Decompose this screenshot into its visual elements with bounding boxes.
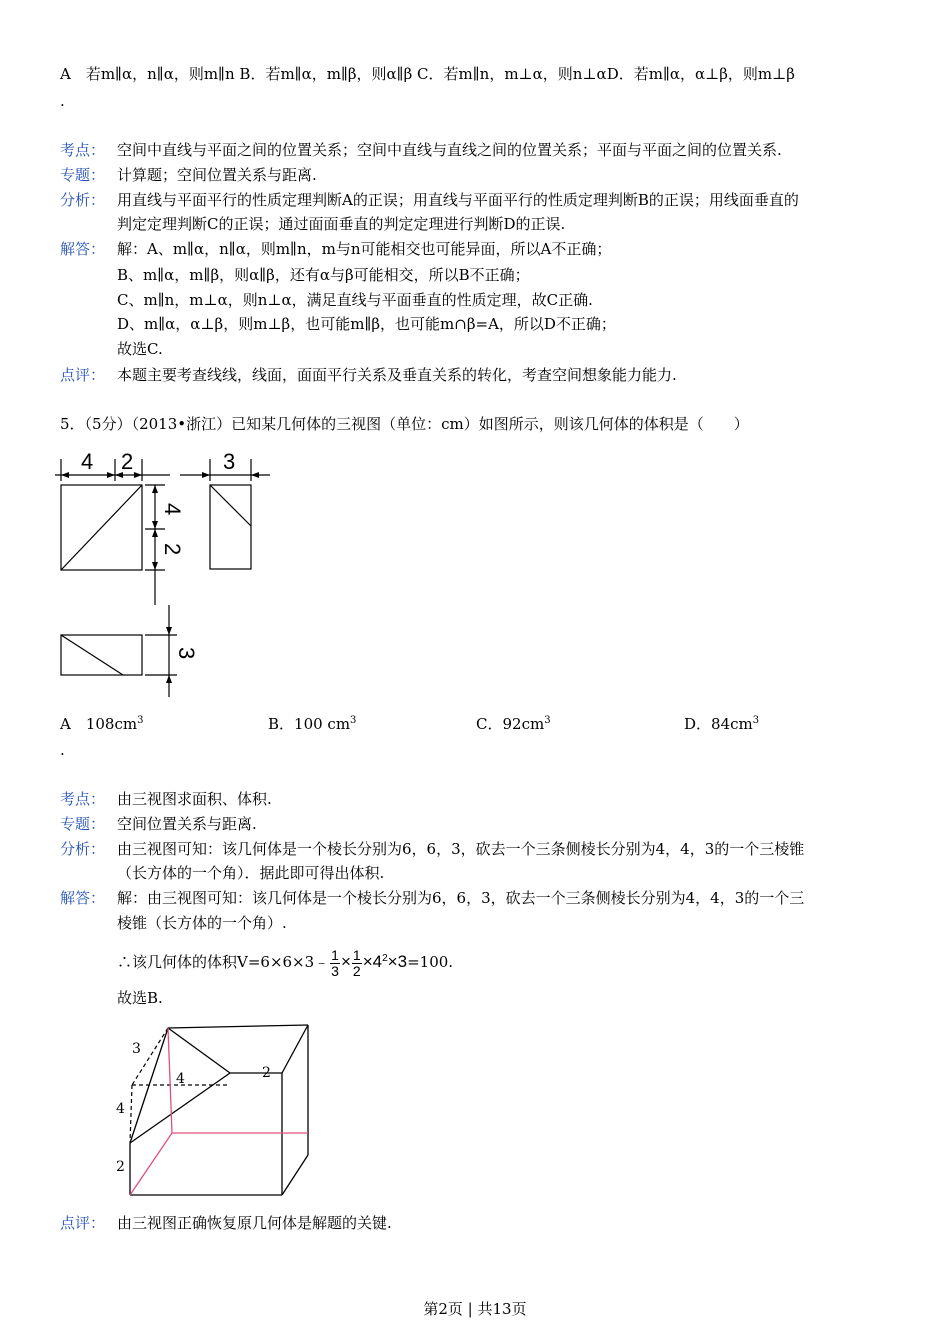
top-view-rect <box>61 635 142 675</box>
dim-label: 2 <box>121 449 134 474</box>
q5-option-d: D．$84cm^3$ <box>684 715 760 733</box>
q5-formula: ∴该几何体的体积V=6×6×3﹣ $\frac{1}{3}$ × $\frac{1}{2}$ $\times 4^2\times 3=100$. <box>117 946 454 979</box>
fraction-one-half: $\frac{1}{2}$ <box>352 946 361 979</box>
q5-kaodian-label: 考点： <box>60 790 106 808</box>
page-footer: 第2页 | 共13页 <box>423 1300 527 1318</box>
dim-label: 3 <box>174 647 199 660</box>
three-view-figure <box>55 445 280 705</box>
q4-zhuanti-label: 专题： <box>60 166 106 184</box>
pink-edge <box>168 1028 172 1133</box>
dim-label: 4 <box>160 503 185 516</box>
dim-label: 3 <box>223 449 236 474</box>
arrow <box>107 472 115 478</box>
solid-figure <box>110 1015 325 1200</box>
arrow <box>202 472 210 478</box>
q4-kaodian-label: 考点： <box>60 141 106 159</box>
side-view-diagonal <box>210 485 251 526</box>
hidden-edge <box>130 1085 132 1143</box>
arrow <box>152 485 158 493</box>
q5-jieda-2: 棱锥（长方体的一个角）. <box>117 914 287 932</box>
arrow <box>134 472 142 478</box>
top-view-diagonal <box>61 635 123 675</box>
q4-jieda-label: 解答： <box>60 240 106 258</box>
q5-stem: 5．（5分）（2013•浙江）已知某几何体的三视图（单位：cm）如图所示，则该几何体的体积是（ ） <box>60 415 749 433</box>
solid-label: 3 <box>132 1041 141 1057</box>
q4-dianping: 本题主要考查线线，线面，面面平行关系及垂直关系的转化，考查空间想象能力能力. <box>117 366 677 384</box>
q4-options-line: A 若m∥α，n∥α，则m∥n B．若m∥α，m∥β，则α∥β C．若m∥n，m⊥α，则n⊥αD．若m∥α，α⊥β，则m⊥β <box>60 65 795 83</box>
q5-kaodian: 由三视图求面积、体积. <box>117 790 272 808</box>
q5-dianping: 由三视图正确恢复原几何体是解题的关键. <box>117 1214 392 1232</box>
q5-dianping-label: 点评： <box>60 1214 106 1232</box>
arrow <box>251 472 259 478</box>
arrow <box>152 562 158 570</box>
q4-jieda-5: 故选C. <box>117 340 163 358</box>
q5-option-c: C．$92cm^3$ <box>476 715 551 733</box>
q5-fenxi-1: 由三视图可知：该几何体是一个棱长分别为6，6，3，砍去一个三条侧棱长分别为4，4，3的一个三棱锥 <box>117 840 805 858</box>
q5-fenxi-2: （长方体的一个角）．据此即可得出体积. <box>117 864 385 882</box>
q5-zhuanti-label: 专题： <box>60 815 106 833</box>
q4-jieda-4: D、m∥α，α⊥β，则m⊥β，也可能m∥β，也可能m∩β=A，所以D不正确； <box>117 315 616 333</box>
arrow <box>152 521 158 529</box>
edge <box>282 1155 308 1195</box>
dim-label: 2 <box>160 543 185 556</box>
arrow <box>166 675 172 683</box>
solid-label: 4 <box>116 1101 125 1117</box>
solid-label: 4 <box>176 1071 185 1087</box>
dim-label: 4 <box>81 449 94 474</box>
q4-dot: . <box>60 92 65 110</box>
front-view-diagonal <box>61 485 142 570</box>
q5-jieda-label: 解答： <box>60 889 106 907</box>
edge <box>168 1025 308 1028</box>
q4-dianping-label: 点评： <box>60 366 106 384</box>
solid-label: 2 <box>116 1159 125 1175</box>
q4-jieda-2: B、m∥α，m∥β，则α∥β，还有α与β可能相交，所以B不正确； <box>117 266 530 284</box>
arrow <box>152 529 158 537</box>
q5-option-b: B．100 $cm^3$ <box>268 715 357 733</box>
edge <box>168 1028 230 1073</box>
q5-fenxi-label: 分析： <box>60 840 106 858</box>
edge <box>282 1025 308 1073</box>
q5-zhuanti: 空间位置关系与距离. <box>117 815 257 833</box>
solid-label: 2 <box>262 1065 271 1081</box>
side-view-rect <box>210 485 251 569</box>
q4-fenxi-2: 判定定理判断C的正误；通过面面垂直的判定定理进行判断D的正误. <box>117 215 566 233</box>
q4-kaodian: 空间中直线与平面之间的位置关系；空间中直线与直线之间的位置关系；平面与平面之间的位置关系. <box>117 141 782 159</box>
arrow <box>166 627 172 635</box>
q4-zhuanti: 计算题；空间位置关系与距离. <box>117 166 317 184</box>
q4-jieda-1: 解：A、m∥α，n∥α，则m∥n，m与n可能相交也可能异面，所以A不正确； <box>117 240 612 258</box>
q5-dot: . <box>60 741 65 759</box>
q5-option-a: A $108cm^3$ <box>60 715 144 733</box>
q5-jieda-3: 故选B. <box>117 989 163 1007</box>
q4-fenxi-label: 分析： <box>60 191 106 209</box>
pink-edge <box>130 1133 172 1195</box>
q4-jieda-3: C、m∥n，m⊥α，则n⊥α，满足直线与平面垂直的性质定理，故C正确. <box>117 291 593 309</box>
fraction-one-third: $\frac{1}{3}$ <box>331 946 339 979</box>
q5-jieda-1: 解：由三视图可知：该几何体是一个棱长分别为6，6，3，砍去一个三条侧棱长分别为4，4，3的一个三 <box>117 889 805 907</box>
q4-fenxi-1: 用直线与平面平行的性质定理判断A的正误；用直线与平面平行的性质定理判断B的正误；用线面垂直的 <box>117 191 799 209</box>
arrow <box>61 472 69 478</box>
